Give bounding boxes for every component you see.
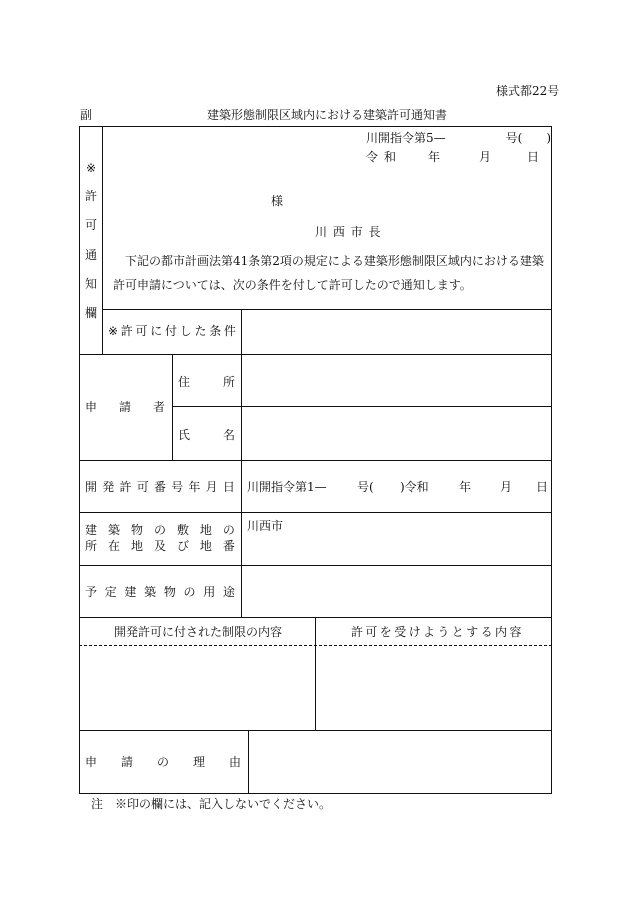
- document-title: 建築形態制限区域内における建築許可通知書: [207, 108, 448, 122]
- dev-permit-era: )令和: [400, 480, 429, 494]
- honorific-sama: 様: [271, 194, 284, 208]
- notice-side-char: ※: [85, 161, 97, 175]
- rule-devpermit-bottom: [79, 512, 552, 513]
- rule-conditions-divider: [241, 309, 242, 354]
- site-value: 川西市: [247, 519, 284, 533]
- site-label-line1: 建 築 物 の 敷 地 の: [85, 523, 235, 537]
- footnote: 注 ※印の欄には、記入しないでください。: [91, 797, 332, 811]
- notice-side-char: 許: [84, 189, 97, 203]
- reason-label: 申 請 の 理 由: [85, 755, 241, 769]
- rule-applicant-mid: [172, 406, 552, 407]
- notice-side-char: 欄: [84, 306, 97, 320]
- name-label: 氏 名: [178, 428, 235, 442]
- rule-notice-bottom: [79, 354, 552, 355]
- notice-side-char: 通: [84, 248, 97, 262]
- form-code: 様式都22号: [496, 84, 560, 98]
- reference-number: 川開指令第5— 号( ): [366, 131, 551, 145]
- rule-mid-col: [315, 617, 316, 730]
- rule-reason-col: [248, 730, 249, 794]
- rule-notice-sidebar: [102, 126, 103, 354]
- dev-permit-month: 月: [500, 480, 513, 494]
- rule-reason-top: [79, 730, 552, 731]
- dev-permit-prefix: 川開指令第1—: [247, 480, 327, 494]
- date-era-rei: 令: [366, 150, 379, 164]
- address-label: 住 所: [178, 375, 235, 389]
- rule-conditions-top: [102, 309, 552, 310]
- rule-label-col: [241, 354, 242, 617]
- notice-body-text: 下記の都市計画法第41条第2項の規定による建築形態制限区域内における建築許可申請については、次の条件を付して許可したので通知します。: [113, 254, 544, 292]
- applicant-label: 申 請 者: [85, 400, 165, 414]
- intended-header: 許可を受けようとする内容: [351, 625, 524, 639]
- rule-applicant-col1: [172, 354, 173, 460]
- dev-permit-number: 号(: [357, 480, 374, 494]
- date-year: 年: [428, 150, 441, 164]
- conditions-label: ※ 許 可 に 付 し た 条 件: [108, 324, 236, 338]
- issuer-mayor: 川 西 市 長: [315, 225, 382, 239]
- planned-use-label: 予 定 建 築 物 の 用 途: [85, 585, 235, 599]
- copy-label: 副: [80, 108, 93, 122]
- site-label-line2: 所 在 地 及 び 地 番: [85, 539, 235, 553]
- date-era-wa: 和: [384, 150, 397, 164]
- dev-permit-day: 日: [536, 480, 549, 494]
- rule-applicant-bottom: [79, 460, 552, 461]
- notice-side-char: 可: [84, 218, 97, 232]
- dev-permit-year: 年: [459, 480, 472, 494]
- date-day: 日: [527, 150, 540, 164]
- date-month: 月: [479, 150, 492, 164]
- dev-permit-label: 開 発 許 可 番 号 年 月 日: [85, 480, 235, 494]
- restrictions-header: 開発許可に付された制限の内容: [114, 625, 283, 639]
- notice-side-char: 知: [84, 277, 97, 291]
- rule-site-bottom: [79, 565, 552, 566]
